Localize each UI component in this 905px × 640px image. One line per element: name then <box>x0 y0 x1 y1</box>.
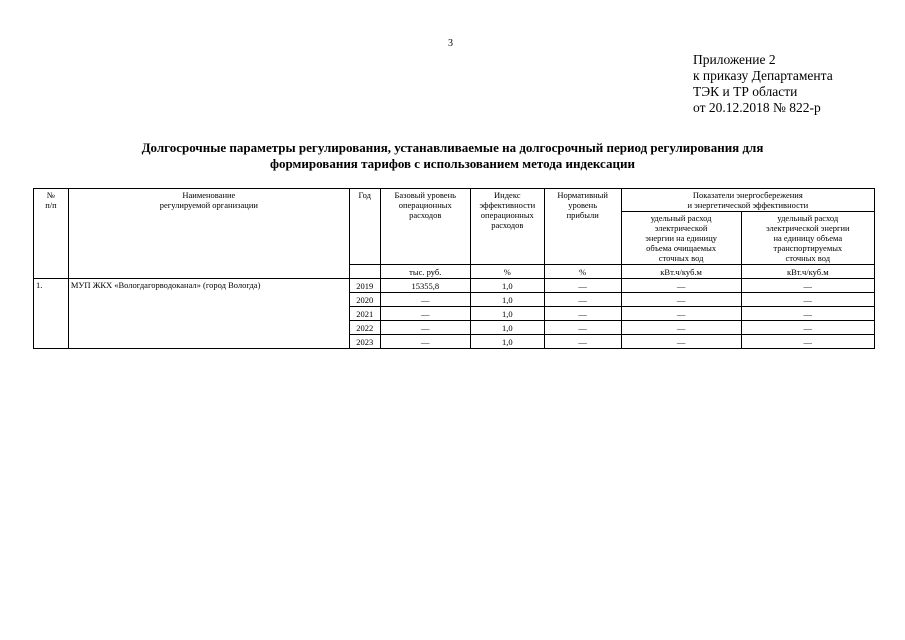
header-profit-level <box>544 189 621 265</box>
header-text: Индекс <box>494 190 521 200</box>
unit-energy-transport: кВт.ч/куб.м <box>741 265 874 279</box>
header-text: операционных <box>480 210 534 220</box>
cell-year: 2020 <box>349 293 380 307</box>
cell-year: 2021 <box>349 307 380 321</box>
header-organization <box>68 189 349 265</box>
org-number: 1. <box>34 279 69 349</box>
header-energy-indicators <box>621 189 874 212</box>
cell-profit: — <box>544 279 621 293</box>
parameters-table <box>33 188 875 349</box>
header-text: уровень <box>568 200 598 210</box>
unit-profit: % <box>544 265 621 279</box>
unit-index: % <box>470 265 544 279</box>
cell-year: 2023 <box>349 335 380 349</box>
cell-index: 1,0 <box>470 307 544 321</box>
header-text: удельный расход <box>650 213 712 223</box>
cell-energy-transport: — <box>741 279 874 293</box>
header-base-level <box>380 189 470 265</box>
header-text: эффективности <box>479 200 536 210</box>
units-blank <box>34 265 69 279</box>
title-line: формирования тарифов с использованием метода индексации <box>270 156 635 171</box>
header-number <box>34 189 69 265</box>
cell-index: 1,0 <box>470 293 544 307</box>
cell-energy-transport: — <box>741 293 874 307</box>
header-text: расходов <box>409 210 442 220</box>
units-row <box>34 265 875 279</box>
header-energy-treatment <box>621 212 741 265</box>
unit-base: тыс. руб. <box>380 265 470 279</box>
cell-year: 2019 <box>349 279 380 293</box>
header-efficiency-index <box>470 189 544 265</box>
cell-energy-treatment: — <box>621 307 741 321</box>
header-text: электрической <box>654 223 708 233</box>
appendix-line: Приложение 2 <box>693 52 776 67</box>
header-text: п/п <box>45 200 57 210</box>
cell-index: 1,0 <box>470 321 544 335</box>
document-title <box>40 140 865 172</box>
header-text: электрической энергии <box>765 223 850 233</box>
header-text: транспортируемых <box>773 243 843 253</box>
cell-profit: — <box>544 307 621 321</box>
appendix-line: от 20.12.2018 № 822-р <box>693 100 821 115</box>
header-text: Наименование <box>182 190 236 200</box>
header-text: Базовый уровень <box>394 190 457 200</box>
cell-base: 15355,8 <box>380 279 470 293</box>
cell-energy-treatment: — <box>621 321 741 335</box>
cell-base: — <box>380 293 470 307</box>
header-text: № <box>46 190 55 200</box>
header-year <box>349 189 380 265</box>
header-energy-transport <box>741 212 874 265</box>
cell-base: — <box>380 321 470 335</box>
header-text: сточных вод <box>658 253 704 263</box>
title-line: Долгосрочные параметры регулирования, устанавливаемые на долгосрочный период регулирования для <box>141 140 764 155</box>
table-row <box>34 279 875 293</box>
appendix-header <box>693 52 833 116</box>
header-text: Показатели энергосбережения <box>692 190 803 200</box>
cell-energy-treatment: — <box>621 335 741 349</box>
header-text: Год <box>358 190 371 200</box>
header-text: Нормативный <box>557 190 608 200</box>
cell-index: 1,0 <box>470 279 544 293</box>
cell-profit: — <box>544 335 621 349</box>
unit-energy-treatment: кВт.ч/куб.м <box>621 265 741 279</box>
page-number: 3 <box>448 38 453 49</box>
header-text: и энергетической эффективности <box>687 200 809 210</box>
header-row <box>34 189 875 212</box>
cell-energy-transport: — <box>741 321 874 335</box>
header-text: операционных <box>398 200 452 210</box>
cell-base: — <box>380 335 470 349</box>
cell-year: 2022 <box>349 321 380 335</box>
cell-energy-transport: — <box>741 307 874 321</box>
cell-index: 1,0 <box>470 335 544 349</box>
header-text: сточных вод <box>785 253 831 263</box>
org-name: МУП ЖКХ «Вологдагорводоканал» (город Вологда) <box>68 279 349 349</box>
header-text: объема очищаемых <box>646 243 717 253</box>
cell-energy-treatment: — <box>621 293 741 307</box>
cell-base: — <box>380 307 470 321</box>
header-text: энергии на единицу <box>645 233 717 243</box>
cell-profit: — <box>544 321 621 335</box>
header-text: удельный расход <box>777 213 839 223</box>
cell-energy-treatment: — <box>621 279 741 293</box>
cell-profit: — <box>544 293 621 307</box>
header-text: на единицу объема <box>773 233 843 243</box>
units-blank <box>349 265 380 279</box>
header-text: прибыли <box>566 210 599 220</box>
units-blank <box>68 265 349 279</box>
appendix-line: ТЭК и ТР области <box>693 84 798 99</box>
header-text: регулируемой организации <box>159 200 258 210</box>
cell-energy-transport: — <box>741 335 874 349</box>
header-text: расходов <box>491 220 524 230</box>
appendix-line: к приказу Департамента <box>693 68 833 83</box>
